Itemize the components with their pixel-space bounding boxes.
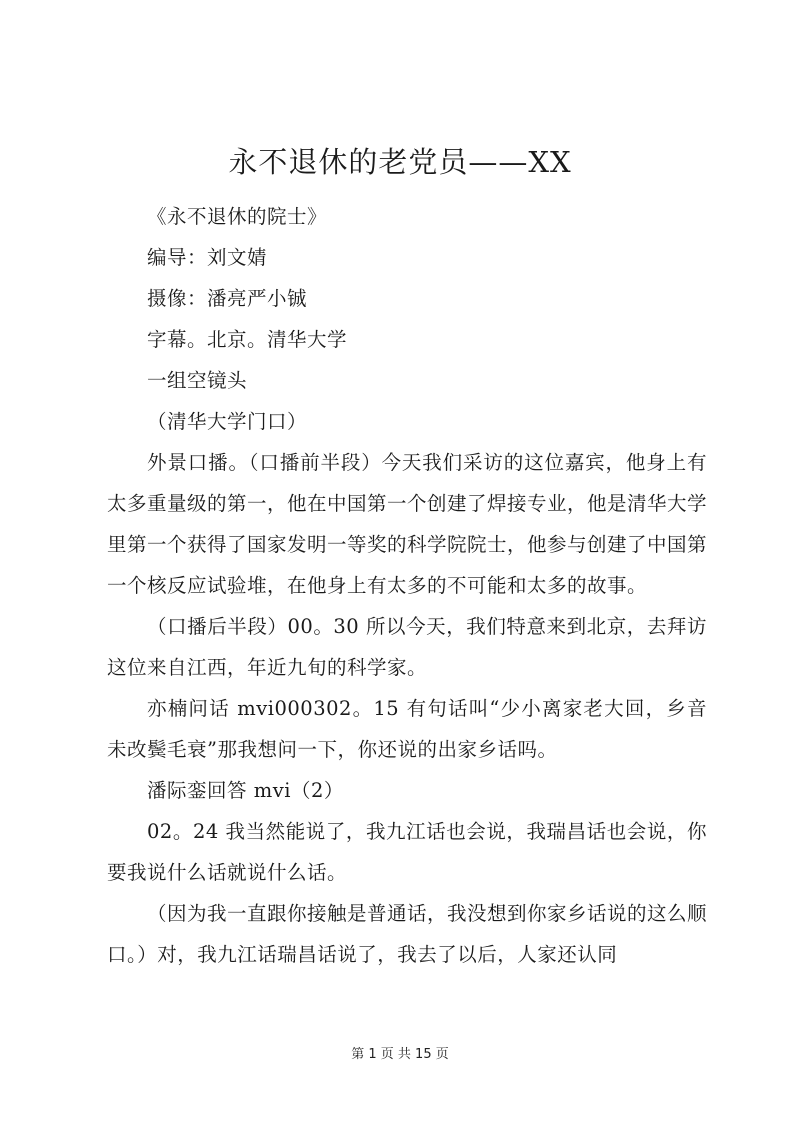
paragraph: （清华大学门口）: [147, 410, 308, 433]
paragraph: （因为我一直跟你接触是普通话，我没想到你家乡话说的这么顺口。）对，我九江话瑞昌话说了，我去了以后，人家还认同: [107, 902, 708, 966]
paragraph: 亦楠问话 mvi000302。15 有句话叫“少小离家老大回，乡音未改鬓毛衰”那我想问一下，你还说的出家乡话吗。: [107, 697, 707, 761]
paragraph: 潘际銮回答 mvi（2）: [147, 779, 344, 802]
paragraph: 一组空镜头: [147, 369, 248, 392]
document-title: 永不退休的老党员——XX: [228, 145, 572, 179]
paragraph: 《永不退休的院士》: [147, 205, 328, 228]
paragraph: 编导：刘文婧: [147, 246, 268, 269]
paragraph: 02。24 我当然能说了，我九江话也会说，我瑞昌话也会说，你要我说什么话就说什么话。: [107, 820, 707, 884]
paragraph: 外景口播。（口播前半段）今天我们采访的这位嘉宾，他身上有太多重量级的第一，他在中国第一个创建了焊接专业，他是清华大学里第一个获得了国家发明一等奖的科学院院士，他参与创建了中国第一个核反应试验堆，在他身上有太多的不可能和太多的故事。: [107, 451, 708, 597]
paragraph: 摄像：潘亮严小铖: [147, 287, 308, 310]
paragraph: （口播后半段）00。30 所以今天，我们特意来到北京，去拜访这位来自江西，年近九旬的科学家。: [107, 615, 707, 679]
page-number-footer: 第 1 页 共 15 页: [351, 1047, 449, 1062]
document-body: [107, 196, 707, 975]
paragraph: 字幕。北京。清华大学: [147, 328, 348, 351]
